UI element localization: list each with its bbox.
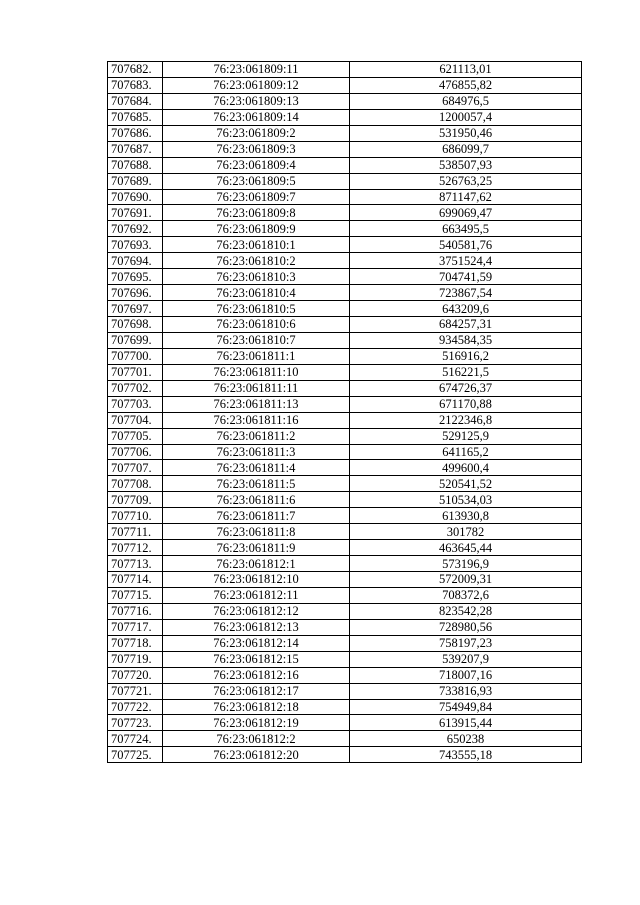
cadastral-number-cell: 76:23:061812:13: [163, 619, 350, 635]
cadastral-value-cell: 684257,31: [350, 317, 582, 333]
row-number-cell: 707684.: [108, 93, 163, 109]
cadastral-value-cell: 516221,5: [350, 364, 582, 380]
cadastral-number-cell: 76:23:061809:4: [163, 157, 350, 173]
cadastral-value-cell: 743555,18: [350, 747, 582, 763]
row-number-cell: 707713.: [108, 556, 163, 572]
table-row: [108, 715, 582, 731]
row-number-cell: 707691.: [108, 205, 163, 221]
row-number-cell: 707689.: [108, 173, 163, 189]
cadastral-number-cell: 76:23:061811:6: [163, 492, 350, 508]
table-row: [108, 125, 582, 141]
cadastral-value-cell: 2122346,8: [350, 412, 582, 428]
table-row: [108, 301, 582, 317]
table-row: [108, 619, 582, 635]
table-row: [108, 173, 582, 189]
row-number-cell: 707725.: [108, 747, 163, 763]
table-row: [108, 731, 582, 747]
table-row: [108, 460, 582, 476]
table-row: [108, 524, 582, 540]
table-row: [108, 572, 582, 588]
table-row: [108, 348, 582, 364]
cadastral-value-table: [107, 61, 582, 763]
table-row: [108, 109, 582, 125]
cadastral-number-cell: 76:23:061812:10: [163, 572, 350, 588]
table-row: [108, 587, 582, 603]
table-row: [108, 285, 582, 301]
cadastral-number-cell: 76:23:061810:2: [163, 253, 350, 269]
cadastral-value-cell: 871147,62: [350, 189, 582, 205]
row-number-cell: 707714.: [108, 572, 163, 588]
cadastral-number-cell: 76:23:061812:2: [163, 731, 350, 747]
row-number-cell: 707697.: [108, 301, 163, 317]
cadastral-value-cell: 728980,56: [350, 619, 582, 635]
cadastral-value-cell: 476855,82: [350, 77, 582, 93]
cadastral-number-cell: 76:23:061812:11: [163, 587, 350, 603]
cadastral-value-cell: 613930,8: [350, 508, 582, 524]
cadastral-number-cell: 76:23:061812:19: [163, 715, 350, 731]
cadastral-value-cell: 758197,23: [350, 635, 582, 651]
cadastral-number-cell: 76:23:061811:3: [163, 444, 350, 460]
row-number-cell: 707696.: [108, 285, 163, 301]
row-number-cell: 707685.: [108, 109, 163, 125]
row-number-cell: 707693.: [108, 237, 163, 253]
cadastral-number-cell: 76:23:061811:13: [163, 396, 350, 412]
table-row: [108, 540, 582, 556]
table-row: [108, 221, 582, 237]
cadastral-value-cell: 650238: [350, 731, 582, 747]
cadastral-number-cell: 76:23:061812:17: [163, 683, 350, 699]
row-number-cell: 707710.: [108, 508, 163, 524]
table-row: [108, 237, 582, 253]
cadastral-number-cell: 76:23:061812:12: [163, 603, 350, 619]
row-number-cell: 707724.: [108, 731, 163, 747]
cadastral-value-cell: 526763,25: [350, 173, 582, 189]
table-row: [108, 62, 582, 78]
cadastral-value-cell: 621113,01: [350, 62, 582, 78]
table-row: [108, 317, 582, 333]
cadastral-value-cell: 643209,6: [350, 301, 582, 317]
row-number-cell: 707704.: [108, 412, 163, 428]
cadastral-value-cell: 754949,84: [350, 699, 582, 715]
cadastral-value-cell: 1200057,4: [350, 109, 582, 125]
table-row: [108, 444, 582, 460]
cadastral-number-cell: 76:23:061810:6: [163, 317, 350, 333]
cadastral-value-cell: 934584,35: [350, 332, 582, 348]
table-row: [108, 396, 582, 412]
cadastral-number-cell: 76:23:061812:18: [163, 699, 350, 715]
cadastral-number-cell: 76:23:061811:1: [163, 348, 350, 364]
cadastral-number-cell: 76:23:061811:16: [163, 412, 350, 428]
row-number-cell: 707690.: [108, 189, 163, 205]
table-row: [108, 141, 582, 157]
cadastral-value-cell: 704741,59: [350, 269, 582, 285]
cadastral-number-cell: 76:23:061809:13: [163, 93, 350, 109]
cadastral-number-cell: 76:23:061809:5: [163, 173, 350, 189]
cadastral-value-cell: 613915,44: [350, 715, 582, 731]
row-number-cell: 707712.: [108, 540, 163, 556]
row-number-cell: 707707.: [108, 460, 163, 476]
row-number-cell: 707705.: [108, 428, 163, 444]
cadastral-number-cell: 76:23:061809:9: [163, 221, 350, 237]
row-number-cell: 707721.: [108, 683, 163, 699]
row-number-cell: 707687.: [108, 141, 163, 157]
row-number-cell: 707695.: [108, 269, 163, 285]
cadastral-number-cell: 76:23:061809:12: [163, 77, 350, 93]
cadastral-number-cell: 76:23:061810:3: [163, 269, 350, 285]
cadastral-value-cell: 463645,44: [350, 540, 582, 556]
table-row: [108, 556, 582, 572]
table-row: [108, 508, 582, 524]
cadastral-value-cell: 539207,9: [350, 651, 582, 667]
cadastral-number-cell: 76:23:061810:7: [163, 332, 350, 348]
cadastral-value-cell: 823542,28: [350, 603, 582, 619]
row-number-cell: 707711.: [108, 524, 163, 540]
row-number-cell: 707699.: [108, 332, 163, 348]
table-row: [108, 603, 582, 619]
cadastral-number-cell: 76:23:061809:7: [163, 189, 350, 205]
row-number-cell: 707683.: [108, 77, 163, 93]
cadastral-value-cell: 573196,9: [350, 556, 582, 572]
cadastral-number-cell: 76:23:061809:14: [163, 109, 350, 125]
cadastral-value-cell: 718007,16: [350, 667, 582, 683]
row-number-cell: 707709.: [108, 492, 163, 508]
cadastral-number-cell: 76:23:061809:8: [163, 205, 350, 221]
cadastral-value-cell: 301782: [350, 524, 582, 540]
row-number-cell: 707719.: [108, 651, 163, 667]
row-number-cell: 707703.: [108, 396, 163, 412]
cadastral-number-cell: 76:23:061811:10: [163, 364, 350, 380]
table-row: [108, 205, 582, 221]
table-row: [108, 428, 582, 444]
cadastral-value-cell: 699069,47: [350, 205, 582, 221]
table-row: [108, 93, 582, 109]
cadastral-value-cell: 663495,5: [350, 221, 582, 237]
table-row: [108, 635, 582, 651]
cadastral-value-cell: 723867,54: [350, 285, 582, 301]
cadastral-value-cell: 674726,37: [350, 380, 582, 396]
row-number-cell: 707692.: [108, 221, 163, 237]
cadastral-value-cell: 641165,2: [350, 444, 582, 460]
table-row: [108, 667, 582, 683]
table-row: [108, 747, 582, 763]
row-number-cell: 707686.: [108, 125, 163, 141]
cadastral-number-cell: 76:23:061810:4: [163, 285, 350, 301]
cadastral-value-cell: 671170,88: [350, 396, 582, 412]
table-row: [108, 364, 582, 380]
table-row: [108, 269, 582, 285]
cadastral-number-cell: 76:23:061811:5: [163, 476, 350, 492]
cadastral-value-cell: 510534,03: [350, 492, 582, 508]
row-number-cell: 707723.: [108, 715, 163, 731]
row-number-cell: 707708.: [108, 476, 163, 492]
row-number-cell: 707698.: [108, 317, 163, 333]
cadastral-number-cell: 76:23:061812:15: [163, 651, 350, 667]
row-number-cell: 707720.: [108, 667, 163, 683]
row-number-cell: 707718.: [108, 635, 163, 651]
cadastral-number-cell: 76:23:061811:8: [163, 524, 350, 540]
cadastral-number-cell: 76:23:061812:16: [163, 667, 350, 683]
table-row: [108, 476, 582, 492]
cadastral-number-cell: 76:23:061811:9: [163, 540, 350, 556]
cadastral-number-cell: 76:23:061812:14: [163, 635, 350, 651]
cadastral-value-cell: 529125,9: [350, 428, 582, 444]
row-number-cell: 707694.: [108, 253, 163, 269]
row-number-cell: 707716.: [108, 603, 163, 619]
cadastral-value-cell: 531950,46: [350, 125, 582, 141]
cadastral-number-cell: 76:23:061811:7: [163, 508, 350, 524]
cadastral-value-cell: 516916,2: [350, 348, 582, 364]
table-row: [108, 683, 582, 699]
table-row: [108, 77, 582, 93]
table-row: [108, 332, 582, 348]
cadastral-number-cell: 76:23:061809:3: [163, 141, 350, 157]
cadastral-value-cell: 686099,7: [350, 141, 582, 157]
cadastral-value-cell: 499600,4: [350, 460, 582, 476]
row-number-cell: 707702.: [108, 380, 163, 396]
table-row: [108, 412, 582, 428]
row-number-cell: 707688.: [108, 157, 163, 173]
row-number-cell: 707700.: [108, 348, 163, 364]
table-row: [108, 699, 582, 715]
cadastral-value-cell: 684976,5: [350, 93, 582, 109]
row-number-cell: 707682.: [108, 62, 163, 78]
row-number-cell: 707717.: [108, 619, 163, 635]
cadastral-number-cell: 76:23:061809:11: [163, 62, 350, 78]
table-row: [108, 492, 582, 508]
cadastral-number-cell: 76:23:061811:11: [163, 380, 350, 396]
cadastral-value-cell: 3751524,4: [350, 253, 582, 269]
row-number-cell: 707701.: [108, 364, 163, 380]
row-number-cell: 707722.: [108, 699, 163, 715]
cadastral-number-cell: 76:23:061812:20: [163, 747, 350, 763]
table-row: [108, 189, 582, 205]
cadastral-value-cell: 538507,93: [350, 157, 582, 173]
row-number-cell: 707706.: [108, 444, 163, 460]
cadastral-value-cell: 572009,31: [350, 572, 582, 588]
cadastral-number-cell: 76:23:061811:4: [163, 460, 350, 476]
cadastral-number-cell: 76:23:061809:2: [163, 125, 350, 141]
table-row: [108, 157, 582, 173]
cadastral-number-cell: 76:23:061810:1: [163, 237, 350, 253]
table-row: [108, 253, 582, 269]
cadastral-value-cell: 520541,52: [350, 476, 582, 492]
table-row: [108, 651, 582, 667]
cadastral-value-cell: 540581,76: [350, 237, 582, 253]
cadastral-value-cell: 708372,6: [350, 587, 582, 603]
cadastral-value-cell: 733816,93: [350, 683, 582, 699]
cadastral-number-cell: 76:23:061810:5: [163, 301, 350, 317]
cadastral-number-cell: 76:23:061811:2: [163, 428, 350, 444]
cadastral-number-cell: 76:23:061812:1: [163, 556, 350, 572]
table-body: [108, 62, 582, 763]
row-number-cell: 707715.: [108, 587, 163, 603]
table-row: [108, 380, 582, 396]
